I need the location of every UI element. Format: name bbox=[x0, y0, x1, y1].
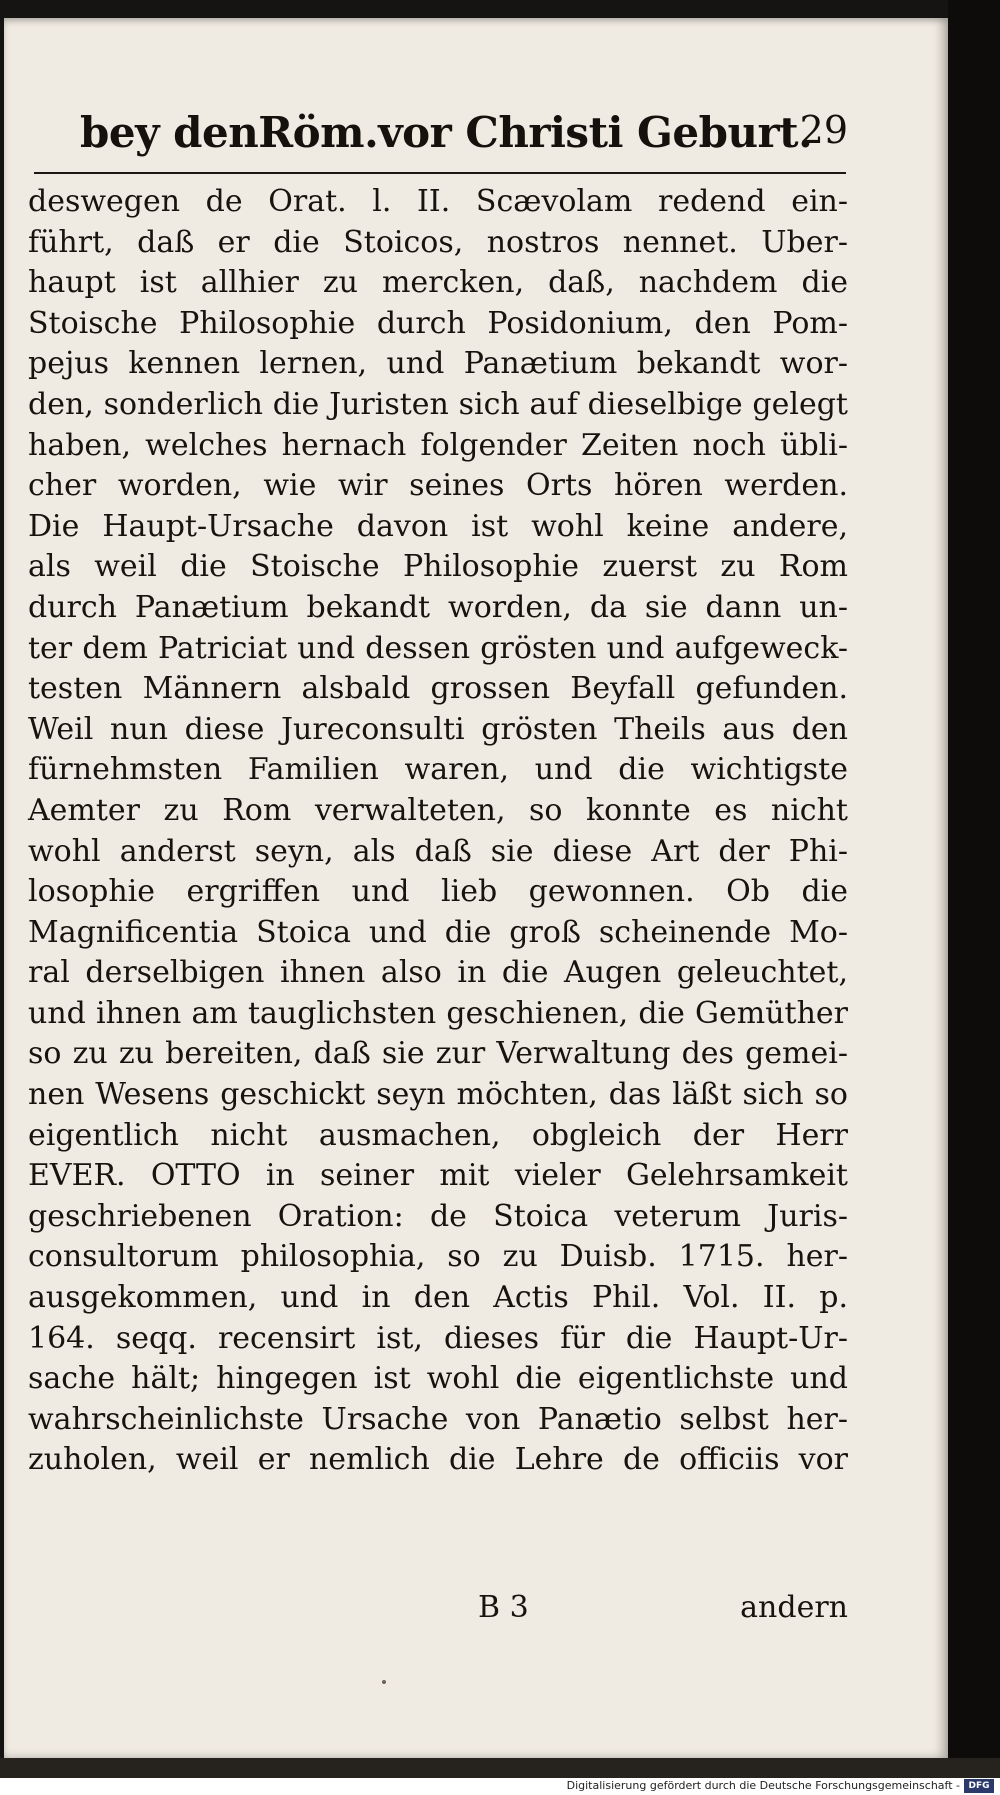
catchword: andern bbox=[740, 1590, 848, 1625]
text-line: Magnificentia Stoica und die groß scheinende Mo- bbox=[28, 914, 848, 950]
text-line: haupt ist allhier zu mercken, daß, nachdem die bbox=[28, 265, 848, 301]
text-line: so zu zu bereiten, daß sie zur Verwaltung des gemei- bbox=[28, 1036, 848, 1072]
page-number: 29 bbox=[799, 108, 848, 152]
text-line: cher worden, wie wir seines Orts hören werden. bbox=[28, 468, 848, 504]
text-line: sache hält; hingegen ist wohl die eigentlichste und bbox=[28, 1361, 848, 1397]
running-head: bey denRöm.vor Christi Geburt. bbox=[80, 108, 813, 157]
header-rule bbox=[34, 172, 846, 174]
text-line: losophie ergriffen und lieb gewonnen. Ob die bbox=[28, 874, 848, 910]
text-line: testen Männern alsbald grossen Beyfall gefunden. bbox=[28, 671, 848, 707]
scan-border-right bbox=[948, 0, 1000, 1760]
dfg-logo-icon: DFG bbox=[964, 1779, 994, 1793]
text-line: deswegen de Orat. l. II. Scævolam redend ein- bbox=[28, 184, 848, 219]
text-line: 164. seqq. recensirt ist, dieses für die Haupt-Ur- bbox=[28, 1320, 848, 1356]
text-line: geschriebenen Oration: de Stoica veterum Juris- bbox=[28, 1198, 848, 1234]
text-line: eigentlich nicht ausmachen, obgleich der Herr bbox=[28, 1117, 848, 1153]
text-line: und ihnen am tauglichsten geschienen, die Gemüther bbox=[28, 995, 848, 1031]
text-line: zuholen, weil er nemlich die Lehre de officiis vor bbox=[28, 1442, 848, 1478]
catchline bbox=[28, 1590, 848, 1634]
text-line: haben, welches hernach folgender Zeiten noch übli- bbox=[28, 427, 848, 463]
text-line: consultorum philosophia, so zu Duisb. 1715. her- bbox=[28, 1239, 848, 1275]
text-line: wohl anderst seyn, als daß sie diese Art der Phi- bbox=[28, 833, 848, 869]
text-line: fürnehmsten Familien waren, und die wichtigste bbox=[28, 752, 848, 788]
text-line: Stoische Philosophie durch Posidonium, den Pom- bbox=[28, 305, 848, 341]
text-line: ral derselbigen ihnen also in die Augen geleuchtet, bbox=[28, 955, 848, 991]
text-line: Die Haupt-Ursache davon ist wohl keine andere, bbox=[28, 508, 848, 544]
paper-speck bbox=[382, 1680, 386, 1684]
text-line: Aemter zu Rom verwalteten, so konnte es nicht bbox=[28, 792, 848, 828]
text-line: pejus kennen lernen, und Panætium bekandt wor- bbox=[28, 346, 848, 382]
text-line: wahrscheinlichste Ursache von Panætio selbst her- bbox=[28, 1401, 848, 1437]
text-line: ausgekommen, und in den Actis Phil. Vol. II. p. bbox=[28, 1280, 848, 1316]
text-line: führt, daß er die Stoicos, nostros nennet. Uber- bbox=[28, 224, 848, 260]
scan-border-bottom bbox=[0, 1758, 1000, 1778]
text-line: als weil die Stoische Philosophie zuerst zu Rom bbox=[28, 549, 848, 585]
footer-credit: Digitalisierung gefördert durch die Deutsche Forschungsgemeinschaft - bbox=[566, 1779, 960, 1792]
text-line: Weil nun diese Jureconsulti grösten Theils aus den bbox=[28, 711, 848, 747]
text-line: nen Wesens geschickt seyn möchten, das läßt sich so bbox=[28, 1077, 848, 1113]
text-line: durch Panætium bekandt worden, da sie dann un- bbox=[28, 589, 848, 625]
page-header bbox=[80, 100, 848, 170]
body-text bbox=[28, 182, 848, 1481]
text-line: ter dem Patriciat und dessen grösten und aufgeweck- bbox=[28, 630, 848, 666]
text-line: EVER. OTTO in seiner mit vieler Gelehrsamkeit bbox=[28, 1158, 848, 1194]
signature-mark: B 3 bbox=[478, 1590, 529, 1625]
text-line: den, sonderlich die Juristen sich auf dieselbige gelegt bbox=[28, 386, 848, 422]
